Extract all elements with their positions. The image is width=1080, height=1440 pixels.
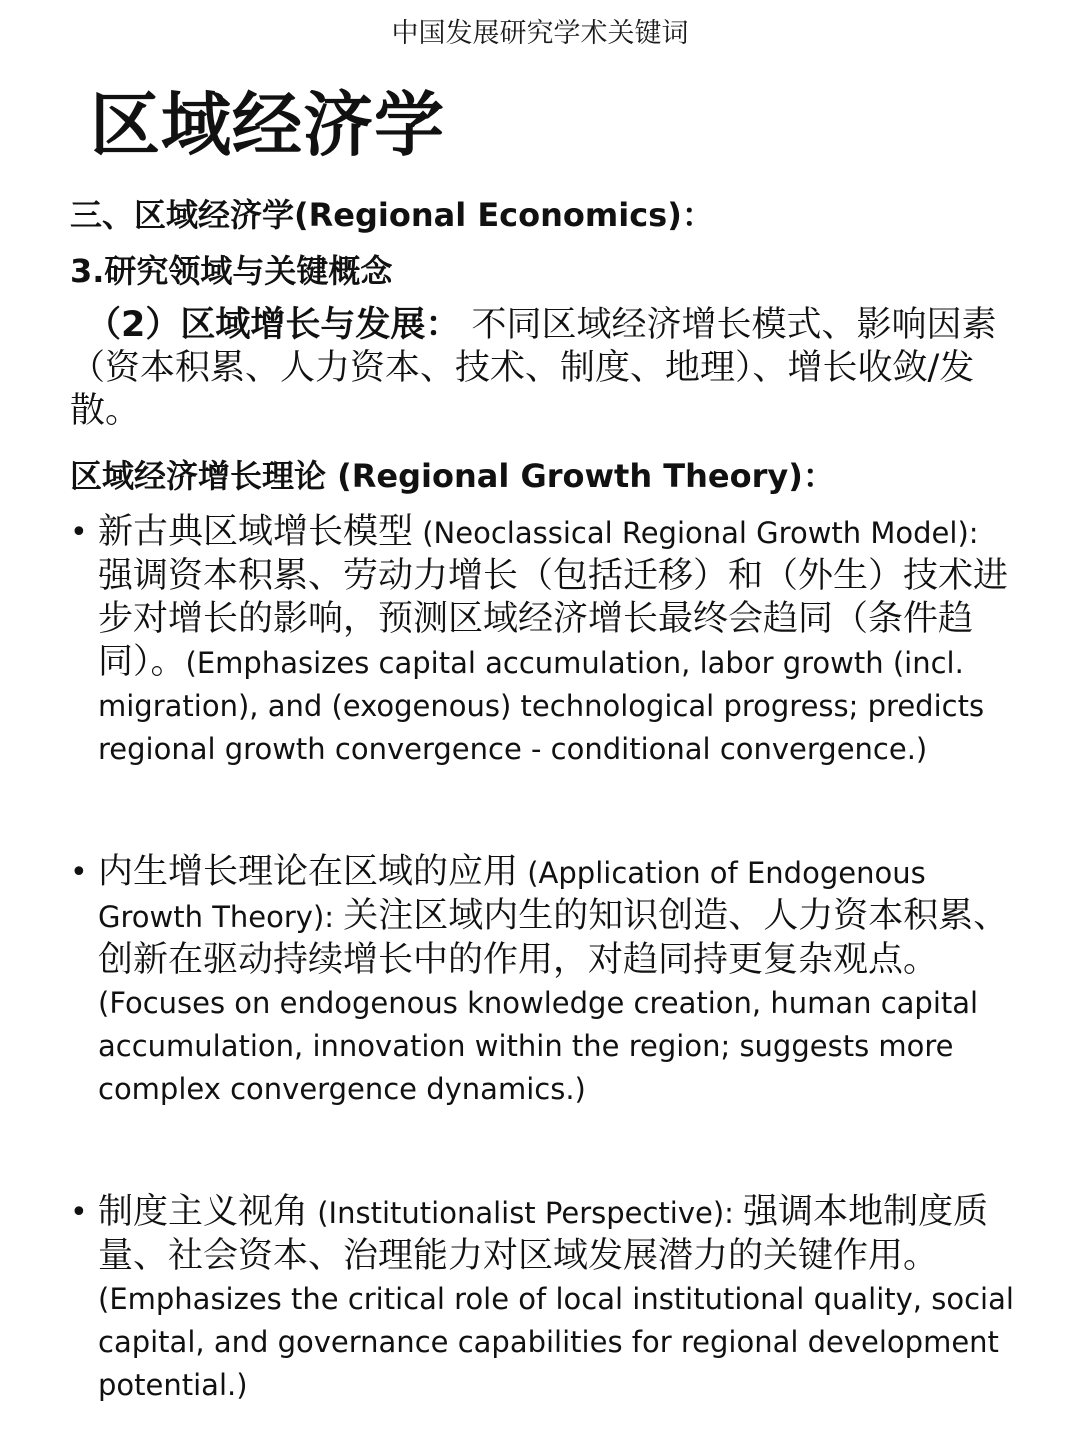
bullet-name-cn: 制度主义视角 bbox=[98, 1192, 309, 1232]
bullet-desc-en: (Emphasizes the critical role of local institutional quality, social capital, and governance capabilities for regional development potential.) bbox=[98, 1282, 1014, 1402]
page-header-label: 中国发展研究学术关键词 bbox=[391, 18, 689, 49]
bullet-name-cn: 新古典区域增长模型 bbox=[98, 512, 414, 552]
bullet-dot: • bbox=[70, 1195, 88, 1230]
bullet-item-endogenous bbox=[70, 851, 1018, 1111]
theory-heading: 区域经济增长理论 (Regional Growth Theory)： bbox=[70, 457, 835, 495]
bullet-dot: • bbox=[70, 515, 88, 550]
bullet-dot: • bbox=[70, 855, 88, 890]
bullet-item-neoclassical bbox=[70, 511, 1018, 771]
bullet-desc-en: (Focuses on endogenous knowledge creation, human capital accumulation, innovation within the region; suggests more complex convergence dynamics.) bbox=[98, 986, 979, 1106]
bullet-name-en: (Application of Endogenous Growth Theory): bbox=[98, 856, 926, 934]
bullet-desc-cn: 关注区域内生的知识创造、人力资本积累、创新在驱动持续增长中的作用，对趋同持更复杂观点。 bbox=[98, 896, 1009, 980]
content-body bbox=[70, 190, 1030, 1407]
page-title: 区域经济学 bbox=[90, 84, 445, 166]
bullet-desc-cn: 强调资本积累、劳动力增长（包括迁移）和（外生）技术进步对增长的影响，预测区域经济增长最终会趋同（条件趋同）。 bbox=[98, 556, 1009, 682]
bullet-name-en: (Institutionalist Perspective): bbox=[308, 1196, 744, 1230]
bullet-item-institutionalist bbox=[70, 1191, 1018, 1407]
bullet-desc-cn: 强调本地制度质量、社会资本、治理能力对区域发展潜力的关键作用。 bbox=[98, 1192, 989, 1276]
growth-paragraph bbox=[70, 304, 1005, 433]
section-heading: 三、区域经济学(Regional Economics)： bbox=[70, 196, 714, 234]
growth-text: 不同区域经济增长模式、影响因素（资本积累、人力资本、技术、制度、地理）、增长收敛/发散。 bbox=[70, 305, 997, 431]
growth-label: （2）区域增长与发展： bbox=[86, 305, 461, 345]
subsection-heading: 3.研究领域与关键概念 bbox=[70, 252, 393, 290]
bullet-name-en: (Neoclassical Regional Growth Model): bbox=[413, 516, 979, 550]
bullet-name-cn: 内生增长理论在区域的应用 bbox=[98, 852, 519, 892]
bullet-desc-en: (Emphasizes capital accumulation, labor growth (incl. migration), and (exogenous) technological progress; predicts regional growth convergence - conditional convergence.) bbox=[98, 646, 985, 766]
